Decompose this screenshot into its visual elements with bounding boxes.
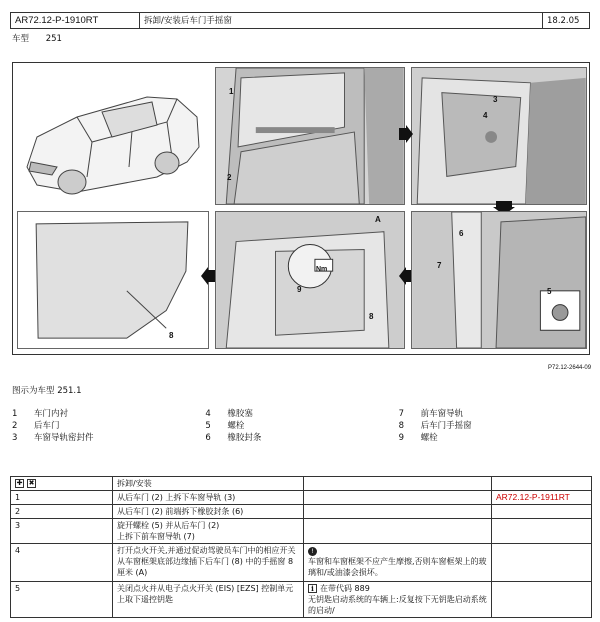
expand-all-icon[interactable]: ✚ bbox=[16, 479, 23, 487]
legend-item: 3 车窗导轨密封件 bbox=[12, 433, 94, 443]
legend-item: 6 橡胶封条 bbox=[205, 433, 262, 443]
table-row: 3 旋开螺栓 (5) 并从后车门 (2) 上拆下前车窗导轨 (7) bbox=[11, 519, 592, 544]
legend-item: 5 螺栓 bbox=[205, 421, 245, 431]
callout-6: 6 bbox=[459, 229, 464, 238]
callout-8b: 8 bbox=[369, 312, 374, 321]
caution-icon: ! bbox=[308, 547, 317, 556]
info-icon: i bbox=[308, 584, 317, 593]
callout-2: 2 bbox=[227, 173, 232, 182]
document-date: 18.2.05 bbox=[547, 16, 580, 26]
model-label: 车型 bbox=[12, 34, 30, 44]
legend-item: 9 螺栓 bbox=[398, 433, 438, 443]
legend-item: 8 后车门手摇窗 bbox=[398, 421, 472, 431]
car-overview-image bbox=[17, 67, 209, 205]
callout-7: 7 bbox=[437, 261, 442, 270]
callout-8a: 8 bbox=[169, 331, 174, 340]
table-row: 1 从后车门 (2) 上拆下车窗导轨 (3) AR72.12-P-1911RT bbox=[11, 491, 592, 505]
model-value: 251 bbox=[45, 34, 62, 44]
arrow-right-icon bbox=[399, 125, 413, 143]
legend-item: 7 前车窗导轨 bbox=[398, 409, 464, 419]
vehicle-model bbox=[12, 32, 62, 44]
step-image-door-lining bbox=[215, 67, 405, 205]
table-row: 2 从后车门 (2) 前端拆下橡胶封条 (6) bbox=[11, 505, 592, 519]
torque-label: Nm bbox=[316, 266, 328, 273]
document-title: 拆卸/安装后车门手摇窗 bbox=[140, 13, 543, 28]
step-image-guide-seal bbox=[411, 67, 587, 205]
expand-collapse-controls bbox=[11, 477, 113, 491]
collapse-all-icon[interactable]: ✖ bbox=[28, 479, 35, 487]
callout-9: 9 bbox=[297, 285, 302, 294]
parts-legend bbox=[12, 408, 592, 444]
callout-A: A bbox=[375, 215, 381, 224]
step-image-front-rail bbox=[411, 211, 587, 349]
document-number[interactable]: AR72.12-P-1910RT bbox=[11, 13, 140, 28]
table-row: 5 关闭点火并从电子点火开关 (EIS) [EZS] 控制单元上取下遥控钥匙 i 在带代码 889 无钥匙启动系统的车辆上:反复按下无钥匙启动系统的启动/ bbox=[11, 582, 592, 618]
legend-item: 4 橡胶塞 bbox=[205, 409, 253, 419]
step-image-window-lowered bbox=[215, 211, 405, 349]
arrow-left-icon bbox=[201, 267, 215, 285]
callout-1: 1 bbox=[229, 87, 234, 96]
callout-4: 4 bbox=[483, 111, 488, 120]
procedure-table bbox=[10, 476, 592, 618]
callout-3: 3 bbox=[493, 95, 498, 104]
figure-reference: P72.12-2644-09 bbox=[548, 365, 592, 371]
legend-item: 2 后车门 bbox=[12, 421, 60, 431]
figure-caption: 图示为车型 251.1 bbox=[12, 386, 82, 396]
procedure-illustration bbox=[12, 62, 590, 355]
reference-link[interactable]: AR72.12-P-1911RT bbox=[496, 492, 570, 502]
table-header-label: 拆卸/安装 bbox=[113, 477, 304, 491]
callout-5: 5 bbox=[547, 287, 552, 296]
table-row: 4 打开点火开关,并通过促动驾驶员车门中的相应开关从车窗框架底部边缘插下后车门 (8) 中的手摇窗 8 厘米 (A) ! 车窗和车窗框架不应产生摩擦,否则车窗框架上的玻璃和/或油漆会损坏。 bbox=[11, 544, 592, 582]
document-header bbox=[10, 12, 590, 29]
step-image-window-glass bbox=[17, 211, 209, 349]
legend-item: 1 车门内衬 bbox=[12, 409, 69, 419]
table-header-row bbox=[11, 477, 592, 491]
